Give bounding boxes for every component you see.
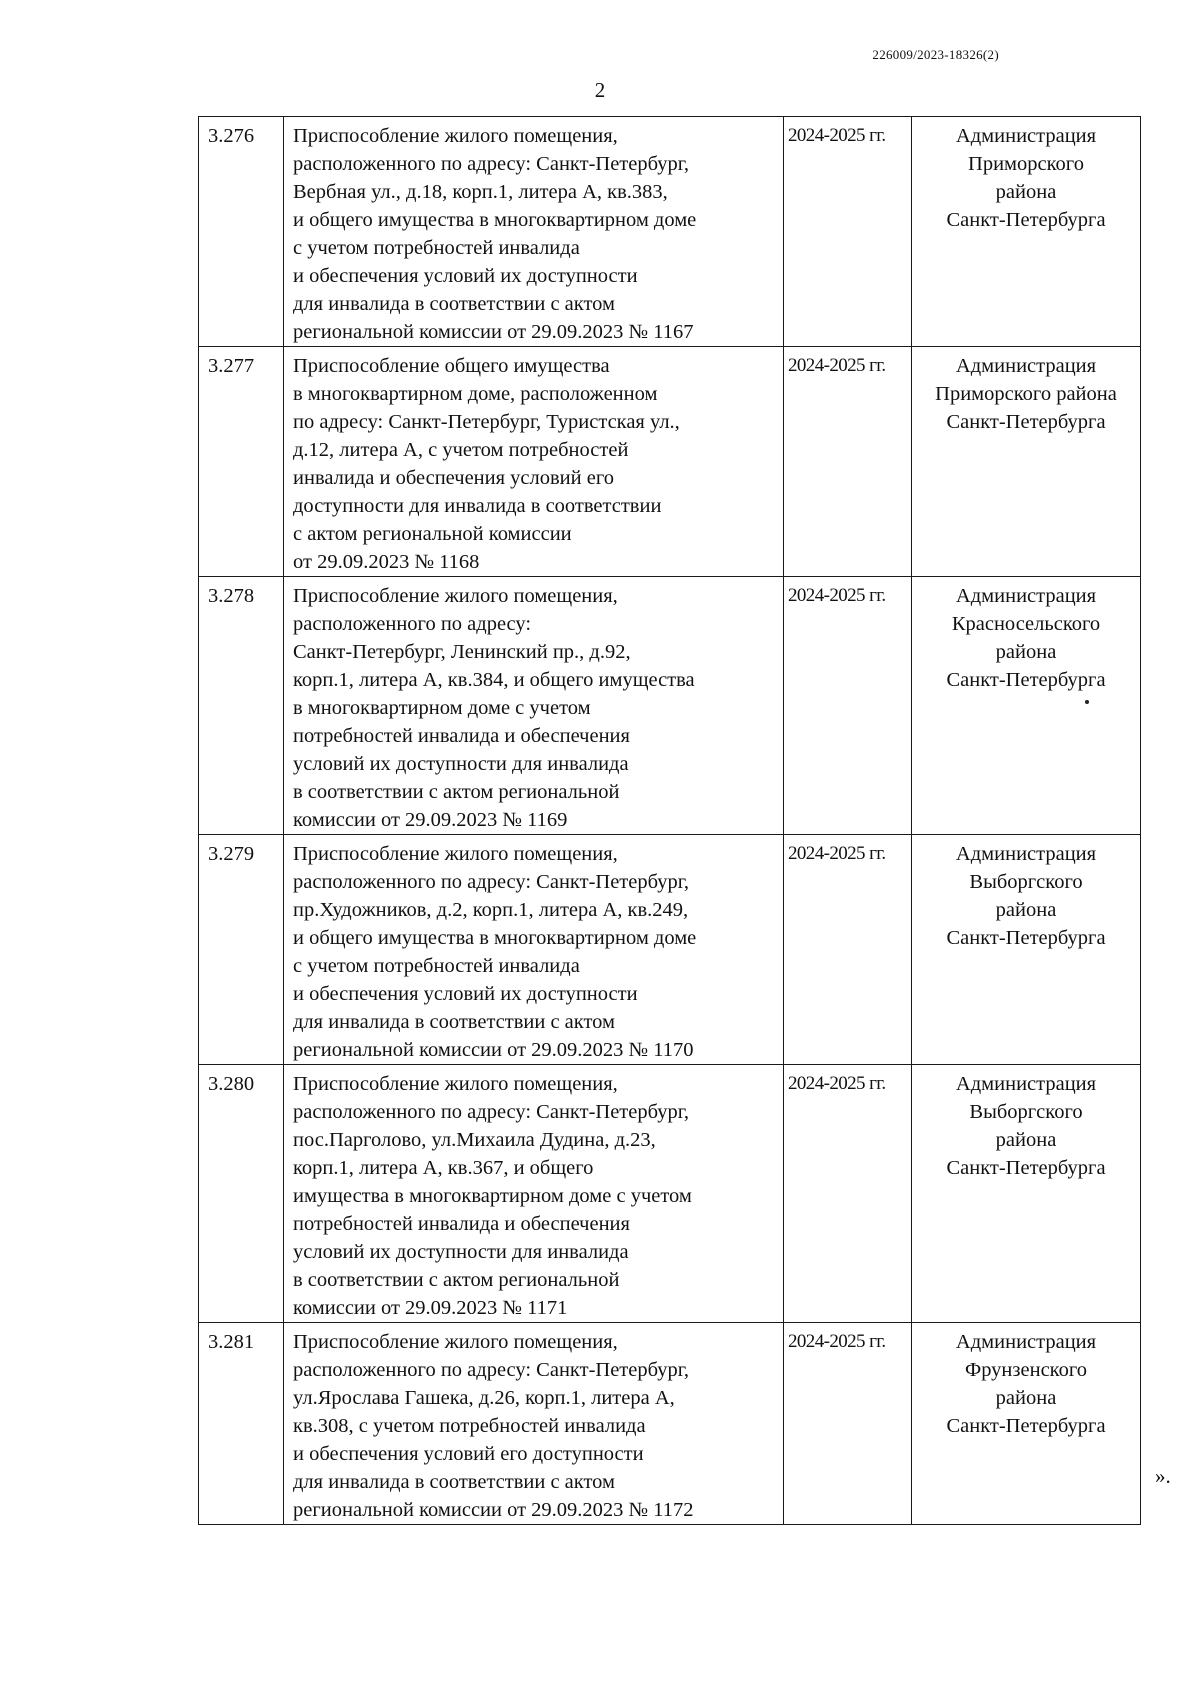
item-description: Приспособление жилого помещения, расположенного по адресу: Санкт-Петербург, Вербная ул., д.18, корп.1, литера А, кв.383, и общего имущества в многоквартирном доме с учетом потребностей инвалида и обеспечения условий их доступности для инвалида в соответствии с актом региональной комиссии от 29.09.2023 № 1167 xyxy=(284,117,784,347)
item-description: Приспособление жилого помещения, расположенного по адресу: Санкт-Петербург, пос.Парголово, ул.Михаила Дудина, д.23, корп.1, литера А, кв.367, и общего имущества в многоквартирном доме с учетом потребностей инвалида и обеспечения условий их доступности для инвалида в соответствии с актом региональной комиссии от 29.09.2023 № 1171 xyxy=(284,1065,784,1323)
item-period: 2024-2025 гг. xyxy=(784,1323,912,1525)
item-responsible: Администрация Приморского района Санкт-Петербурга xyxy=(912,117,1141,347)
closing-quote-mark: ». xyxy=(1155,1464,1171,1488)
scan-artifact-dot xyxy=(1085,700,1089,704)
item-number: 3.280 xyxy=(199,1065,284,1323)
item-number: 3.278 xyxy=(199,577,284,835)
item-responsible: Администрация Приморского района Санкт-Петербурга xyxy=(912,347,1141,577)
table-row xyxy=(199,117,1141,347)
item-period: 2024-2025 гг. xyxy=(784,347,912,577)
document-id: 226009/2023-18326(2) xyxy=(872,47,999,62)
table-row xyxy=(199,1065,1141,1323)
table-row xyxy=(199,1323,1141,1525)
table-row xyxy=(199,577,1141,835)
table-row xyxy=(199,835,1141,1065)
item-period: 2024-2025 гг. xyxy=(784,835,912,1065)
item-description: Приспособление жилого помещения, расположенного по адресу: Санкт-Петербург, ул.Ярослава Гашека, д.26, корп.1, литера А, кв.308, с учетом потребностей инвалида и обеспечения условий его доступности для инвалида в соответствии с актом региональной комиссии от 29.09.2023 № 1172 xyxy=(284,1323,784,1525)
item-number: 3.279 xyxy=(199,835,284,1065)
item-responsible: Администрация Фрунзенского района Санкт-Петербурга xyxy=(912,1323,1141,1525)
item-period: 2024-2025 гг. xyxy=(784,117,912,347)
table-row xyxy=(199,347,1141,577)
item-description: Приспособление общего имущества в многоквартирном доме, расположенном по адресу: Санкт-Петербург, Туристская ул., д.12, литера А, с учетом потребностей инвалида и обеспечения условий его доступности для инвалида в соответствии с актом региональной комиссии от 29.09.2023 № 1168 xyxy=(284,347,784,577)
item-responsible: Администрация Выборгского района Санкт-Петербурга xyxy=(912,1065,1141,1323)
item-description: Приспособление жилого помещения, расположенного по адресу: Санкт-Петербург, пр.Художников, д.2, корп.1, литера А, кв.249, и общего имущества в многоквартирном доме с учетом потребностей инвалида и обеспечения условий их доступности для инвалида в соответствии с актом региональной комиссии от 29.09.2023 № 1170 xyxy=(284,835,784,1065)
item-responsible: Администрация Красносельского района Санкт-Петербурга xyxy=(912,577,1141,835)
page-number: 2 xyxy=(594,78,606,102)
item-number: 3.276 xyxy=(199,117,284,347)
item-number: 3.281 xyxy=(199,1323,284,1525)
item-description: Приспособление жилого помещения, расположенного по адресу: Санкт-Петербург, Ленинский пр., д.92, корп.1, литера А, кв.384, и общего имущества в многоквартирном доме с учетом потребностей инвалида и обеспечения условий их доступности для инвалида в соответствии с актом региональной комиссии от 29.09.2023 № 1169 xyxy=(284,577,784,835)
item-period: 2024-2025 гг. xyxy=(784,1065,912,1323)
item-responsible: Администрация Выборгского района Санкт-Петербурга xyxy=(912,835,1141,1065)
item-period: 2024-2025 гг. xyxy=(784,577,912,835)
item-number: 3.277 xyxy=(199,347,284,577)
measures-table xyxy=(198,116,1141,1525)
